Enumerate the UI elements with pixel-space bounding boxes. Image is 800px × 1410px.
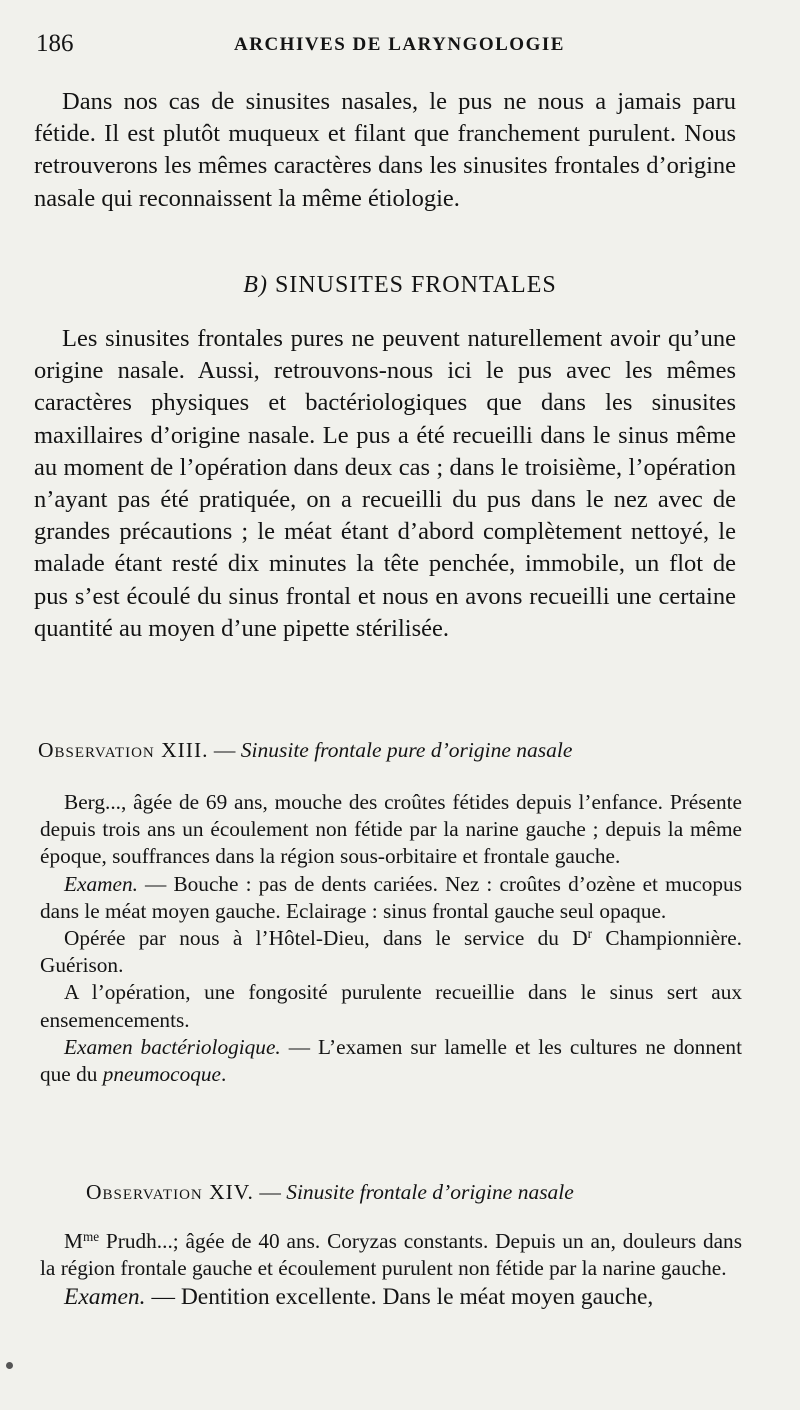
- paragraph-2: Les sinusites frontales pures ne peuvent naturellement avoir qu’une origine nasale. Aussi, retrouvons-nous ici le pus avec les mêmes caractères physiques et bactériologiques que dans les sinusites maxillaires d’origine nasale. Le pus a été recueilli dans le sinus même au moment de l’opération dans deux cas ; dans le troisième, l’opération n’ayant pas été pratiquée, on a recueilli du pus dans le nez avec de grandes précautions ; le méat étant d’abord complètement nettoyé, le malade étant resté dix minutes la tête penchée, immobile, un flot de pus s’est écoulé du sinus frontal et nous en avons recueilli une certaine quantité au moyen d’une pipette stérilisée.: [34, 325, 736, 642]
- obs14-paragraph-2: [40, 1282, 742, 1313]
- section-marker: B): [243, 272, 268, 298]
- obs13-exam-text: — Bouche : pas de dents cariées. Nez : croûtes d’ozène et mucopus dans le méat moyen gauche. Eclairage : sinus frontal gauche seul opaque.: [40, 871, 742, 923]
- obs13-paragraph-1: Berg..., âgée de 69 ans, mouche des croûtes fétides depuis l’enfance. Présente depuis trois ans un écoulement non fétide par la narine gauche ; depuis la même époque, souffrances dans la région sous-orbitaire et frontale gauche.: [40, 790, 742, 869]
- observation-14-body: [40, 1228, 742, 1313]
- obs14-paragraph-1: [40, 1228, 742, 1282]
- obs14-mme: M: [64, 1229, 83, 1253]
- observation-14-title: [86, 1180, 736, 1205]
- obs13-surgery-text: Opérée par nous à l’Hôtel-Dieu, dans le service du D: [64, 926, 588, 951]
- section-title: SINUSITES FRONTALES: [274, 272, 557, 298]
- obs14-text: Prudh...; âgée de 40 ans. Coryzas constants. Depuis un an, douleurs dans la région frontale gauche et écoulement purulent non fétide par la narine gauche.: [40, 1229, 742, 1281]
- obs13-surgery-end: Championnière. Guérison.: [40, 926, 742, 978]
- obs13-exam-label: Examen.: [64, 871, 138, 896]
- observation-14-label: Observation XIV.: [86, 1180, 254, 1204]
- observation-13-body: [40, 789, 742, 1088]
- page-number: 186: [36, 30, 74, 57]
- obs13-paragraph-3: [40, 925, 742, 979]
- obs13-pneumocoque: pneumocoque: [102, 1062, 221, 1087]
- observation-14-heading: Sinusite frontale d’origine nasale: [286, 1180, 574, 1204]
- margin-dot: [6, 1362, 13, 1369]
- observation-13-heading: Sinusite frontale pure d’origine nasale: [240, 738, 573, 762]
- obs13-paragraph-2: [40, 871, 742, 925]
- obs13-bacterio-label: Examen bactériologique.: [64, 1034, 281, 1059]
- obs13-period: .: [220, 1062, 227, 1087]
- observation-14-dash: —: [259, 1180, 281, 1204]
- page-header: [36, 30, 760, 64]
- observation-13-dash: —: [213, 738, 236, 762]
- obs14-exam-label: Examen.: [64, 1284, 146, 1311]
- running-title: ARCHIVES DE LARYNGOLOGIE: [234, 34, 565, 55]
- obs14-mme-sup: me: [82, 1228, 100, 1244]
- obs13-paragraph-5: [40, 1034, 742, 1088]
- obs13-bacterio-text: — L’examen sur lamelle et les cultures ne donnent que du: [40, 1034, 742, 1087]
- obs13-doctor-sup: r: [587, 925, 593, 941]
- observation-13-label: Observation XIII.: [38, 738, 209, 762]
- section-heading: [0, 272, 800, 299]
- obs14-exam-text: — Dentition excellente. Dans le méat moyen gauche,: [145, 1284, 654, 1311]
- paragraph-1: Dans nos cas de sinusites nasales, le pus ne nous a jamais paru fétide. Il est plutôt muqueux et filant que franchement purulent. Nous retrouverons les mêmes caractères dans les sinusites frontales d’origine nasale qui reconnaissent la même étiologie.: [34, 88, 736, 212]
- observation-13-title: [38, 738, 738, 763]
- obs13-paragraph-4: A l’opération, une fongosité purulente recueillie dans le sinus sert aux ensemencements.: [40, 980, 742, 1032]
